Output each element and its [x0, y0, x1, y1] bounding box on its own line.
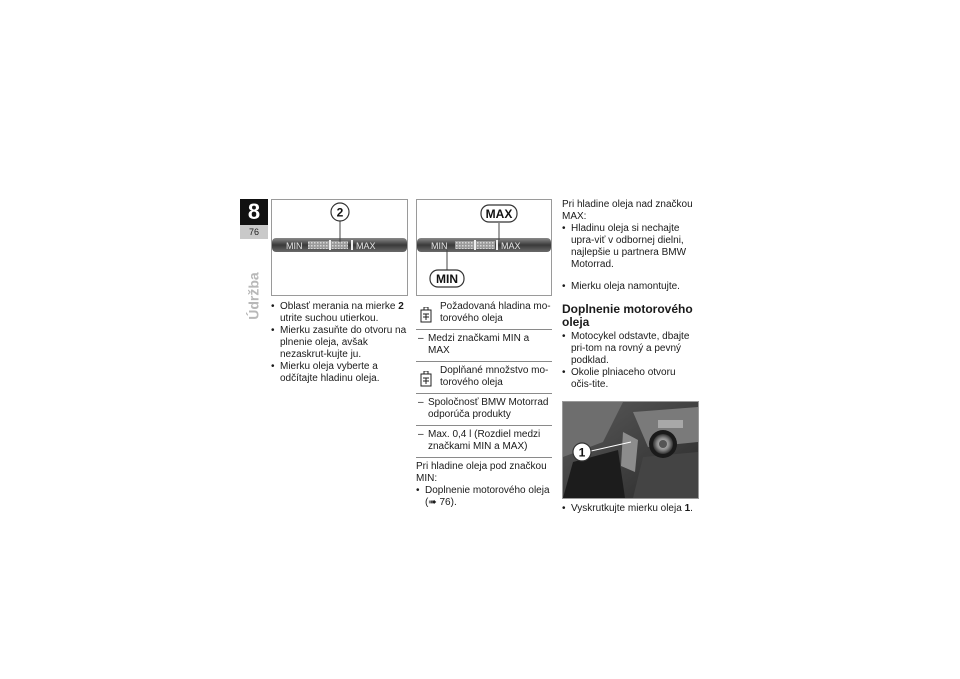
gauge-min-label: MIN — [286, 241, 303, 251]
list-item: • Okolie plniaceho otvoru očis-tite. — [562, 367, 699, 391]
below-min-steps — [416, 485, 552, 509]
chapter-number: 8 — [240, 199, 268, 225]
section-title: Doplnenie motorového oleja — [562, 302, 693, 329]
list-item: • Oblasť merania na mierke 2 utrite suchou utierkou. — [271, 301, 408, 325]
list-item: • Hladinu oleja si nechajte upra-viť v odbornej dielni, najlepšie u partnera BMW Motorrad. — [562, 223, 699, 271]
dipstick-min-max-figure — [416, 199, 552, 296]
figure-callout-1: 1 — [578, 445, 586, 460]
gauge-min-label: MIN — [431, 241, 448, 251]
engine-photo — [562, 401, 699, 499]
list-item: • Doplnenie motorového oleja (➠ 76). — [416, 485, 552, 509]
chapter-title: Údržba — [246, 272, 263, 320]
page-number: 76 — [240, 225, 268, 239]
spec-label: Doplňané množstvo mo-torového oleja — [440, 365, 549, 388]
list-item: • Mierku oleja vyberte a odčítajte hladinu oleja. — [271, 361, 408, 385]
gauge-max-label: MAX — [501, 241, 521, 251]
spec-row-required-level — [416, 298, 552, 330]
chapter-title-vertical — [236, 266, 272, 326]
spec-label: Požadovaná hladina mo-torového oleja — [440, 301, 551, 324]
left-column — [271, 199, 408, 385]
oil-can-icon — [420, 371, 432, 387]
spec-row-value: – Medzi značkami MIN a MAX — [416, 330, 552, 362]
right-column — [562, 199, 699, 515]
engine-photo-illustration — [563, 402, 698, 498]
middle-column — [416, 199, 552, 509]
oil-can-icon — [420, 307, 432, 323]
above-max-intro: Pri hladine oleja nad značkou MAX: — [562, 199, 693, 222]
figure-callout-max: MAX — [485, 207, 513, 221]
list-item: • Vyskrutkujte mierku oleja 1. — [562, 503, 699, 515]
figure-callout-2: 2 — [336, 205, 344, 220]
dipstick-figure — [271, 199, 408, 296]
mount-dipstick-step — [562, 281, 699, 293]
list-item: • Mierku zasuňte do otvoru na plnenie oleja, avšak nezaskrut-kujte ju. — [271, 325, 408, 361]
list-item: • Motocykel odstavte, dbajte pri-tom na rovný a pevný podklad. — [562, 331, 699, 367]
gauge-max-label: MAX — [356, 241, 376, 251]
refill-steps — [562, 331, 699, 391]
below-min-intro: Pri hladine oleja pod značkou MIN: — [416, 461, 547, 484]
unscrew-step — [562, 503, 699, 515]
list-item: • Mierku oleja namontujte. — [562, 281, 699, 293]
dipstick-illustration — [272, 200, 407, 295]
spec-row-fill-quantity — [416, 362, 552, 394]
figure-callout-min: MIN — [436, 272, 458, 286]
spec-row-value: – Spoločnosť BMW Motorrad odporúča produkty — [416, 394, 552, 426]
spec-row-value: – Max. 0,4 l (Rozdiel medzi značkami MIN a MAX) — [416, 426, 552, 457]
oil-spec-table — [416, 298, 552, 458]
dipstick-min-max-illustration — [417, 200, 551, 295]
above-max-steps — [562, 223, 699, 271]
measure-steps — [271, 301, 408, 385]
